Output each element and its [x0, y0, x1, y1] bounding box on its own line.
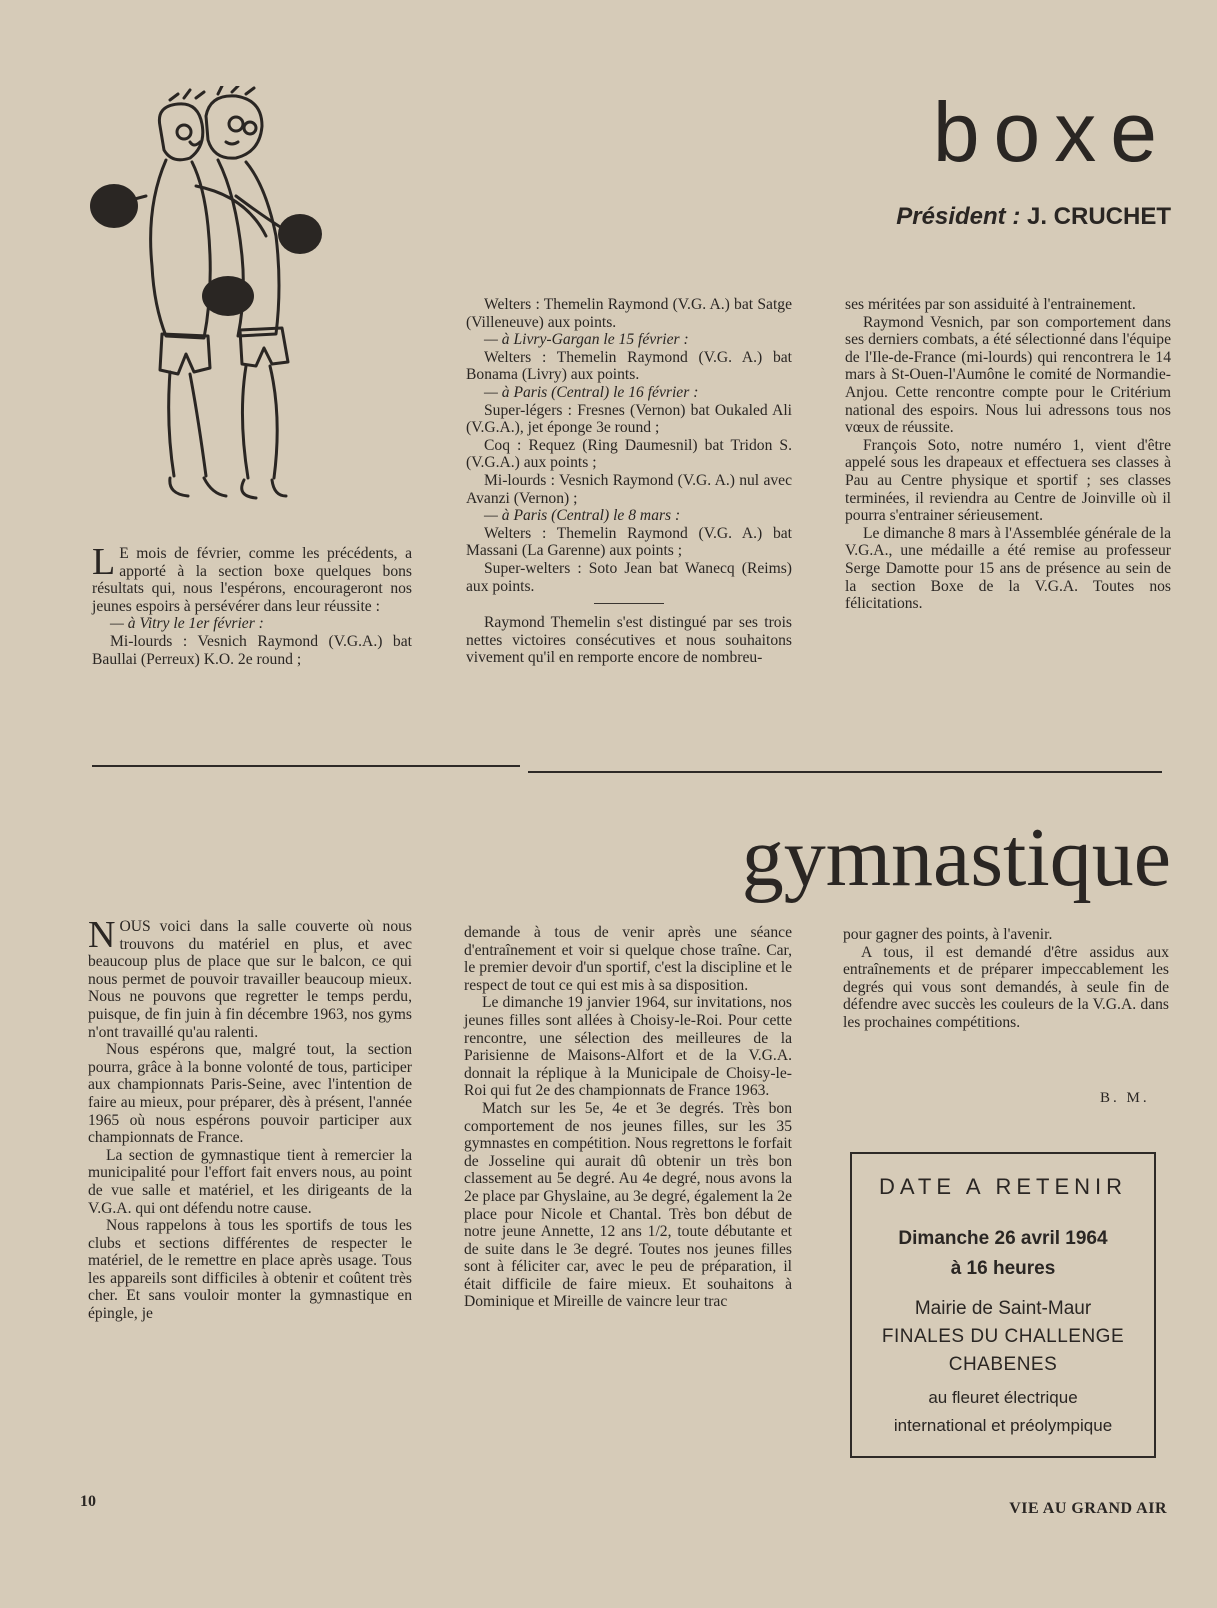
- article-paragraph: [466, 296, 792, 331]
- gym-column-2: [464, 924, 792, 1311]
- article-paragraph: [845, 314, 1171, 437]
- paragraph-text: OUS voici dans la salle couverte où nous trouvons du matériel en plus, et avec beaucoup plus de place que sur le balcon, ce qui nous permet de pouvoir travailler beaucoup mieux. Nous ne pouvons que regretter le temps perdu, puisque, de fin juin à fin décembre 1963, nos gyms n'ont travaillé qu'au ralenti.: [88, 918, 412, 1041]
- article-paragraph: [466, 349, 792, 384]
- gymnastique-heading: gymnastique: [741, 811, 1171, 904]
- paragraph-text: E mois de février, comme les précédents, a apporté à la section boxe quelques bons résultats qui, nous l'espérons, encourageront nos jeunes espoirs à persévérer dans leur réussite :: [92, 545, 412, 615]
- article-paragraph: [466, 614, 792, 667]
- gym-signature: B. M.: [1100, 1090, 1150, 1106]
- paragraph-text: Nous espérons que, malgré tout, la section pourra, grâce à la bonne volonté de tous, participer aux championnats Paris-Seine, avec l'intention de faire au mieux, pour préparer, dès à présent, l'année 1965 où nous espérons pouvoir participer aux championnats de France.: [88, 1041, 412, 1147]
- article-paragraph: [845, 525, 1171, 613]
- paragraph-text: Raymond Themelin s'est distingué par ses trois nettes victoires consécutives et nous souhaitons vivement qu'il en remporte encore de nombreu-: [466, 614, 792, 667]
- boxe-column-1: [92, 541, 412, 668]
- boxe-column-2: [466, 296, 792, 667]
- boxers-illustration: [86, 86, 326, 528]
- article-paragraph: [464, 924, 792, 994]
- paragraph-text: Match sur les 5e, 4e et 3e degrés. Très bon comportement de nos jeunes filles, sur les 35 gymnastes en compétition. Nous regrettons le forfait de Josseline qui aurait dû obtenir un très bon classement au 5e degré. Au 4e degré, nous avons la 2e place par Ghyslaine, au 3e degré, également la 2e place pour Nicole et Chantal. Très bon début de notre jeune Annette, 12 ans 1/2, toute débutante et de suite dans le 3e degré. Toutes nos jeunes filles sont à féliciter car, avec le peu de préparation, il était difficile de faire mieux. Et souhaitons à Dominique et Mireille de vaincre leur trac: [464, 1099, 792, 1311]
- paragraph-text: Super-légers : Fresnes (Vernon) bat Oukaled Ali (V.G.A.), jet éponge 3e round ;: [466, 401, 792, 437]
- separator-rule: [594, 603, 664, 604]
- paragraph-text: Le dimanche 19 janvier 1964, sur invitations, nos jeunes filles sont allées à Choisy-le-Roi. Pour cette rencontre, une sélection des meilleures de la Parisienne de Maisons-Alfort et de la V.G.A. donnait la réplique à la Municipale de Choisy-le-Roi qui fut 2e des championnats de France 1963.: [464, 994, 792, 1100]
- article-paragraph: [92, 633, 412, 668]
- date-box-date: Dimanche 26 avril 1964: [898, 1228, 1108, 1249]
- article-paragraph: [88, 914, 412, 1041]
- article-paragraph: [466, 437, 792, 472]
- article-paragraph: [464, 994, 792, 1100]
- magazine-name: VIE AU GRAND AIR: [1009, 1500, 1167, 1517]
- paragraph-text: Coq : Requez (Ring Daumesnil) bat Tridon S. (V.G.A.) aux points ;: [466, 436, 792, 472]
- paragraph-text: Welters : Themelin Raymond (V.G. A.) bat Massani (La Garenne) aux points ;: [466, 524, 792, 560]
- paragraph-text: Nous rappelons à tous les sportifs de tous les clubs et sections différentes de respecter le matériel, de le remettre en place après usage. Tous les appareils sont difficiles à obtenir et coûtent très cher. Et sans vouloir monter la gymnastique en épingle, je: [88, 1217, 412, 1323]
- paragraph-text: Welters : Themelin Raymond (V.G. A.) bat Satge (Villeneuve) aux points.: [466, 296, 792, 331]
- article-paragraph: [466, 402, 792, 437]
- drop-cap: L: [92, 541, 116, 583]
- paragraph-text: Raymond Vesnich, par son comportement dans ses derniers combats, a été sélectionné dans l'équipe de l'Ile-de-France (mi-lourds) qui rencontrera le 14 mars à St-Ouen-l'Aumône le comité de Normandie-Anjou. Cette rencontre compte pour le Critérium national des espoirs. Nous lui adressons tous nos vœux de réussite.: [845, 313, 1171, 437]
- boxe-column-3: [845, 296, 1171, 613]
- president-line: [896, 203, 1171, 231]
- article-paragraph: [466, 472, 792, 507]
- president-name: J. CRUCHET: [1026, 203, 1171, 230]
- gym-column-3: [843, 926, 1169, 1032]
- paragraph-text: demande à tous de venir après une séance d'entraînement et voir si quelque chose traîne. Car, le premier devoir d'un sportif, c'est la discipline et le respect de tout ce qui est mis à sa disposition.: [464, 924, 792, 994]
- paragraph-text: — à Livry-Gargan le 15 février :: [484, 331, 689, 349]
- paragraph-text: Mi-lourds : Vesnich Raymond (V.G. A.) nul avec Avanzi (Vernon) ;: [466, 471, 792, 507]
- page-number: 10: [80, 1493, 96, 1510]
- drop-cap: N: [88, 914, 116, 956]
- article-paragraph: [92, 615, 412, 633]
- paragraph-text: Super-welters : Soto Jean bat Wanecq (Reims) aux points.: [466, 559, 792, 595]
- article-paragraph: [843, 926, 1169, 944]
- paragraph-text: Welters : Themelin Raymond (V.G. A.) bat Bonama (Livry) aux points.: [466, 348, 792, 384]
- article-paragraph: [464, 1100, 792, 1311]
- article-paragraph: [466, 560, 792, 595]
- date-box-level: international et préolympique: [893, 1416, 1113, 1435]
- paragraph-text: pour gagner des points, à l'avenir.: [843, 926, 1053, 943]
- date-box-event: FINALES DU CHALLENGE: [881, 1326, 1125, 1347]
- article-paragraph: [466, 507, 792, 525]
- article-paragraph: [88, 1217, 412, 1323]
- date-box-weapon: au fleuret électrique: [928, 1388, 1078, 1407]
- section-divider-left: [92, 765, 520, 767]
- paragraph-text: La section de gymnastique tient à remercier la municipalité pour l'effort fait envers nous, au point de vue salle et matériel, et les dirigeants de la V.G.A. qui ont défendu notre cause.: [88, 1146, 412, 1217]
- article-paragraph: [845, 437, 1171, 525]
- paragraph-text: Mi-lourds : Vesnich Raymond (V.G.A.) bat Baullai (Perreux) K.O. 2e round ;: [92, 632, 412, 668]
- paragraph-text: — à Paris (Central) le 8 mars :: [484, 507, 681, 525]
- section-divider-right: [528, 771, 1162, 773]
- paragraph-text: François Soto, notre numéro 1, vient d'être appelé sous les drapeaux et effectuera ses classes à Pau au Centre physique et sportif ; ses classes terminées, il reviendra au Centre de Joinville où il pourra s'entrainer sérieusement.: [845, 436, 1171, 525]
- gym-column-1: [88, 914, 412, 1323]
- article-paragraph: [845, 296, 1171, 314]
- article-paragraph: [88, 1041, 412, 1147]
- president-label: Président :: [896, 203, 1021, 230]
- article-paragraph: [466, 525, 792, 560]
- article-paragraph: [92, 541, 412, 615]
- paragraph-text: ses méritées par son assiduité à l'entrainement.: [845, 296, 1136, 313]
- date-box-time: à 16 heures: [950, 1258, 1056, 1279]
- paragraph-text: — à Vitry le 1er février :: [110, 615, 264, 633]
- paragraph-text: Le dimanche 8 mars à l'Assemblée générale de la V.G.A., une médaille a été remise au professeur Serge Damotte pour 15 ans de présence au sein de la section Boxe de la V.G.A. Toutes nos félicitations.: [845, 524, 1171, 613]
- paragraph-text: — à Paris (Central) le 16 février :: [484, 383, 699, 401]
- date-announcement-box: [850, 1152, 1156, 1458]
- boxe-heading: boxe: [932, 85, 1171, 179]
- article-paragraph: [466, 331, 792, 349]
- article-paragraph: [88, 1147, 412, 1217]
- date-box-title: DATE A RETENIR: [878, 1174, 1128, 1199]
- date-box-event-name: CHABENES: [948, 1354, 1058, 1375]
- article-paragraph: [843, 944, 1169, 1032]
- paragraph-text: A tous, il est demandé d'être assidus aux entraînements et de préparer impeccablement les degrés qui vous sont demandés, à seule fin de défendre avec succès les couleurs de la V.G.A. dans les prochaines compétitions.: [843, 943, 1169, 1031]
- date-box-venue: Mairie de Saint-Maur: [914, 1298, 1092, 1319]
- article-paragraph: [466, 384, 792, 402]
